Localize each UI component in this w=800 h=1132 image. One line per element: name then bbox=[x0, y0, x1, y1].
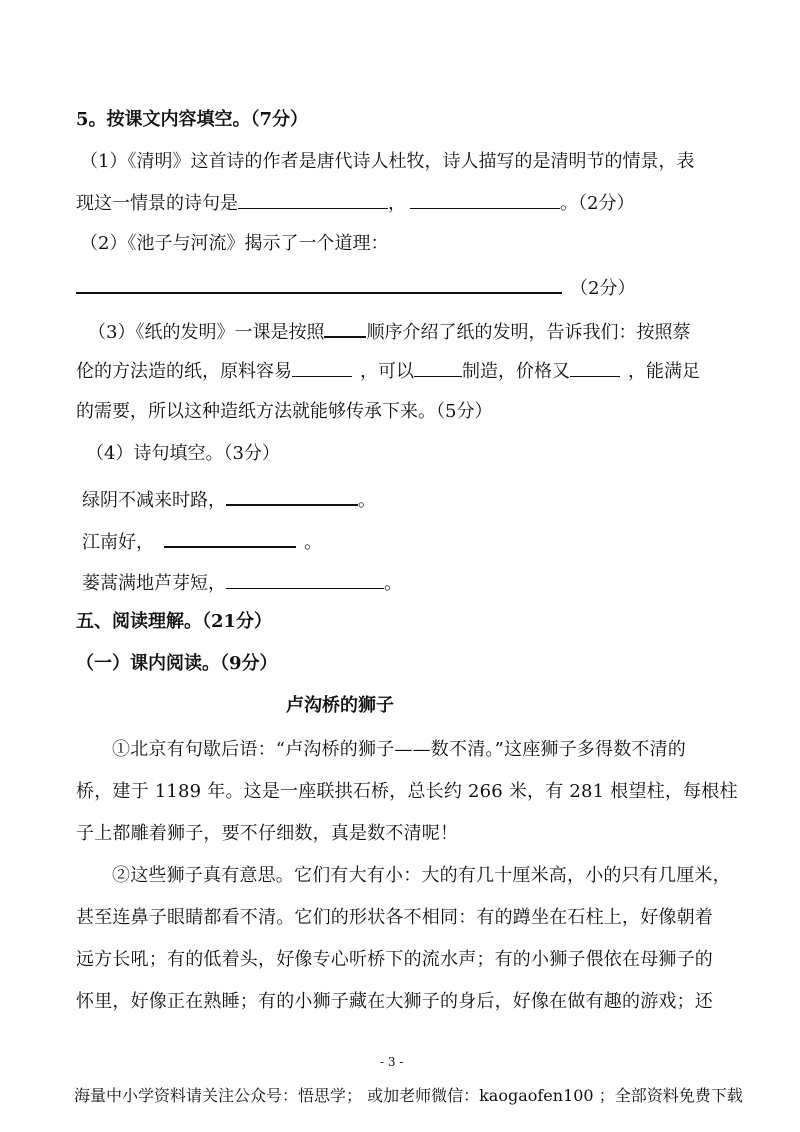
q3-blank-1[interactable] bbox=[324, 318, 366, 338]
q3-line3: 的需要，所以这种造纸方法就能够传承下来。（5分） bbox=[76, 401, 493, 422]
q1-text-c: 。（2分） bbox=[560, 193, 635, 214]
footer-notice: 海量中小学资料请关注公众号：悟思学； 或加老师微信：kaogaofen100 ；全部资料免费下载 bbox=[74, 1086, 743, 1105]
q2-line1: （2）《池子与河流》揭示了一个道理： bbox=[80, 233, 389, 254]
q3-text-f: ，能满足 bbox=[628, 361, 700, 382]
passage-p2-line4: 怀里，好像正在熟睡；有的小狮子藏在大狮子的身后，好像在做有趣的游戏；还 bbox=[76, 991, 713, 1012]
q3-text-b: 顺序介绍了纸的发明，告诉我们：按照蔡 bbox=[366, 322, 691, 343]
poem-line-3 bbox=[82, 570, 402, 596]
poem3-end: 。 bbox=[384, 573, 402, 594]
q4-heading: （4）诗句填空。（3分） bbox=[86, 443, 280, 464]
q3-text-d: ，可以 bbox=[360, 361, 414, 382]
passage-p1-line3: 子上都雕着狮子，要不仔细数，真是数不清呢！ bbox=[76, 823, 459, 844]
poem1-end: 。 bbox=[358, 490, 376, 511]
q1-blank-2[interactable] bbox=[410, 190, 560, 209]
q2-score: （2分） bbox=[570, 278, 636, 299]
passage-p1-line1: ①北京有句歇后语：“卢沟桥的狮子——数不清。”这座狮子多得数不清的 bbox=[112, 739, 687, 760]
passage-p1-line2: 桥，建于 1189 年。这是一座联拱石桥，总长约 266 米，有 281 根望柱，每根柱 bbox=[76, 781, 738, 802]
passage-p2-line3: 远方长吼；有的低着头，好像专心听桥下的流水声；有的小狮子偎依在母狮子的 bbox=[76, 949, 713, 970]
poem3-text: 蒌蒿满地芦芽短， bbox=[82, 573, 226, 594]
q1-line2 bbox=[76, 190, 634, 216]
reading-heading: 五、阅读理解。（21分） bbox=[76, 611, 273, 632]
poem3-blank[interactable] bbox=[226, 570, 384, 589]
poem1-text: 绿阴不减来时路， bbox=[82, 490, 226, 511]
q3-text-c: 伦的方法造的纸，原料容易 bbox=[76, 361, 292, 382]
page-number: - 3 - bbox=[380, 1055, 404, 1069]
passage-title: 卢沟桥的狮子 bbox=[286, 695, 394, 716]
poem2-blank[interactable] bbox=[164, 528, 296, 548]
q3-line2 bbox=[76, 358, 700, 384]
q1-text-b: ， bbox=[388, 193, 406, 214]
q3-blank-4[interactable] bbox=[570, 358, 620, 377]
passage-p2-line1: ②这些狮子真有意思。它们有大有小：大的有几十厘米高，小的只有几厘米， bbox=[112, 865, 731, 886]
poem1-blank[interactable] bbox=[226, 486, 358, 506]
passage-p2-line2: 甚至连鼻子眼睛都看不清。它们的形状各不相同：有的蹲坐在石柱上，好像朝着 bbox=[76, 907, 713, 928]
q3-line1 bbox=[88, 318, 690, 345]
q1-blank-1[interactable] bbox=[238, 190, 388, 209]
poem2-text: 江南好， bbox=[82, 532, 154, 553]
q3-blank-2[interactable] bbox=[292, 358, 352, 377]
q3-text-e: 制造，价格又 bbox=[462, 361, 570, 382]
poem-line-2 bbox=[82, 528, 322, 555]
q3-text-a: （3）《纸的发明》一课是按照 bbox=[88, 322, 325, 343]
q1-line1: （1）《清明》这首诗的作者是唐代诗人杜牧，诗人描写的是清明节的情景，表 bbox=[80, 151, 695, 172]
poem2-end: 。 bbox=[304, 532, 322, 553]
q1-text-a: 现这一情景的诗句是 bbox=[76, 193, 238, 214]
q2-line2 bbox=[76, 274, 635, 301]
poem-line-1 bbox=[82, 486, 376, 513]
q2-blank[interactable] bbox=[76, 274, 562, 294]
reading-subheading: （一）课内阅读。（9分） bbox=[76, 653, 278, 674]
q3-blank-3[interactable] bbox=[414, 358, 462, 377]
section-5-heading: 5。按课文内容填空。（7分） bbox=[76, 109, 309, 130]
